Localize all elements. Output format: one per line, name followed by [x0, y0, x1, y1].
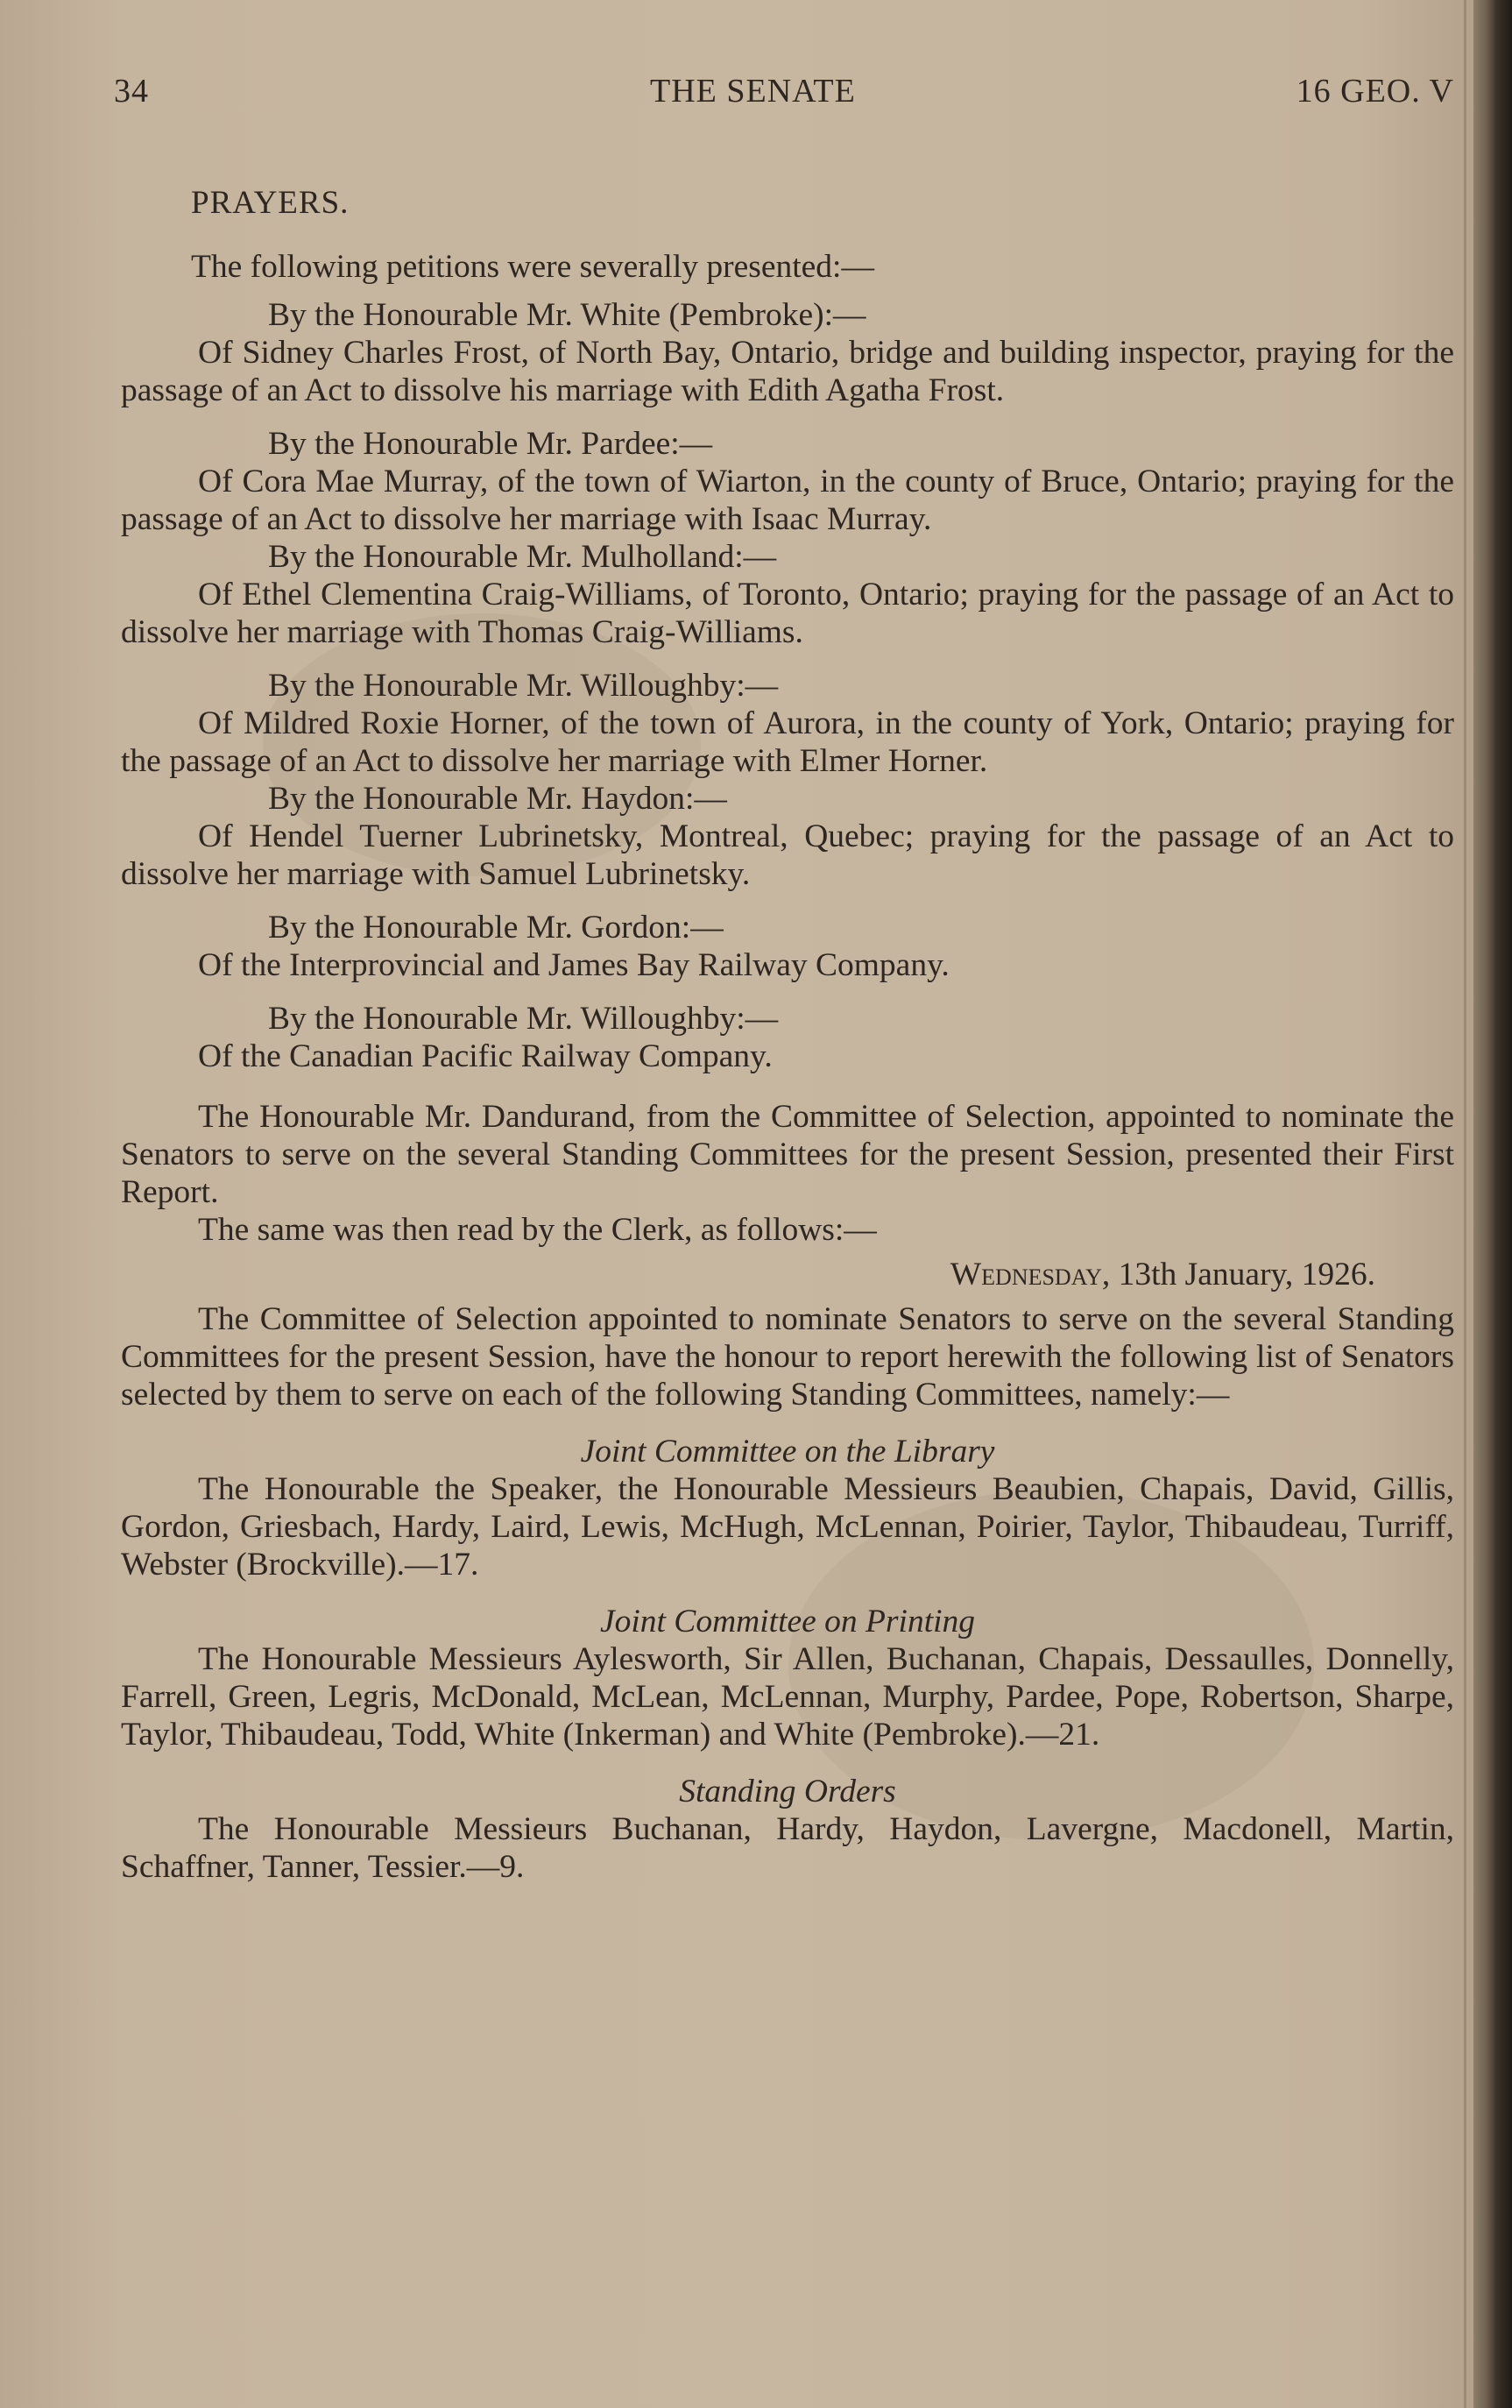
page-number: 34	[114, 73, 149, 110]
petition-text: Of the Canadian Pacific Railway Company.	[198, 1038, 773, 1074]
page-gutter-line	[1464, 0, 1466, 2408]
committee-name: Standing Orders	[679, 1774, 896, 1810]
petition-text: Of the Interprovincial and James Bay Railway Company.	[198, 947, 950, 983]
report-date-rest: , 13th January, 1926.	[1101, 1257, 1375, 1293]
committee-list	[121, 1433, 1454, 1886]
committee-members: The Honourable Messieurs Aylesworth, Sir Allen, Buchanan, Chapais, Dessaulles, Donnelly, Farrell, Green, Legris, McDonald, McLean, McLennan, Murphy, Pardee, Pope, Robertson, Sharpe, Taylor, Thibaudeau, Todd, White (Inkerman) and White (Pembroke).—21.	[121, 1641, 1454, 1753]
report-intro-paragraph: The Honourable Mr. Dandurand, from the Committee of Selection, appointed to nominate the Senators to serve on the several Standing Committees for the present Session, presented their First Report.	[121, 1099, 1454, 1210]
petitions-intro: The following petitions were severally presented:—	[191, 249, 874, 285]
petition-presenter: By the Honourable Mr. Pardee:—	[268, 426, 713, 462]
page-body	[121, 184, 1454, 1886]
petition-text: Of Mildred Roxie Horner, of the town of Aurora, in the county of York, Ontario; praying for the passage of an Act to dissolve her marriage with Elmer Horner.	[121, 705, 1454, 779]
petition-list	[121, 296, 1454, 1075]
petition-presenter: By the Honourable Mr. Willoughby:—	[268, 1001, 779, 1037]
report-date	[121, 1256, 1375, 1293]
session-label: 16 GEO. V	[1296, 73, 1454, 110]
petition-presenter: By the Honourable Mr. Haydon:—	[268, 781, 727, 817]
petition-presenter: By the Honourable Mr. Gordon:—	[268, 910, 724, 945]
committee-members: The Honourable the Speaker, the Honourable Messieurs Beaubien, Chapais, David, Gillis, Gordon, Griesbach, Hardy, Laird, Lewis, McHugh, McLennan, Poirier, Taylor, Thibaudeau, Turriff, Webster (Brockville).—17.	[121, 1471, 1454, 1583]
report-weekday: Wednesday	[950, 1257, 1102, 1293]
petition-text: Of Hendel Tuerner Lubrinetsky, Montreal, Quebec; praying for the passage of an Act to dissolve her marriage with Samuel Lubrinetsky.	[121, 818, 1454, 892]
petition-presenter: By the Honourable Mr. Mulholland:—	[268, 539, 777, 575]
section-heading: PRAYERS.	[191, 185, 350, 221]
committee-name: Joint Committee on the Library	[580, 1434, 995, 1470]
petition-text: Of Sidney Charles Frost, of North Bay, Ontario, bridge and building inspector, praying for the passage of an Act to dissolve his marriage with Edith Agatha Frost.	[121, 335, 1454, 408]
petition-presenter: By the Honourable Mr. White (Pembroke):—	[268, 297, 866, 333]
book-spine-shadow	[1473, 0, 1512, 2408]
report-paragraph: The Committee of Selection appointed to nominate Senators to serve on the several Standing Committees for the present Session, have the honour to report herewith the following list of Senators selected by them to serve on each of the following Standing Committees, namely:—	[121, 1301, 1454, 1413]
petition-presenter: By the Honourable Mr. Willoughby:—	[268, 668, 779, 704]
petition-text: Of Ethel Clementina Craig-Williams, of Toronto, Ontario; praying for the passage of an Act to dissolve her marriage with Thomas Craig-Williams.	[121, 577, 1454, 650]
read-line: The same was then read by the Clerk, as follows:—	[198, 1212, 877, 1248]
running-header	[114, 72, 1454, 116]
running-title: THE SENATE	[650, 73, 856, 110]
petition-text: Of Cora Mae Murray, of the town of Wiarton, in the county of Bruce, Ontario; praying for the passage of an Act to dissolve her marriage with Isaac Murray.	[121, 464, 1454, 537]
committee-members: The Honourable Messieurs Buchanan, Hardy, Haydon, Lavergne, Macdonell, Martin, Schaffner, Tanner, Tessier.—9.	[121, 1811, 1454, 1885]
committee-name: Joint Committee on Printing	[599, 1604, 976, 1640]
